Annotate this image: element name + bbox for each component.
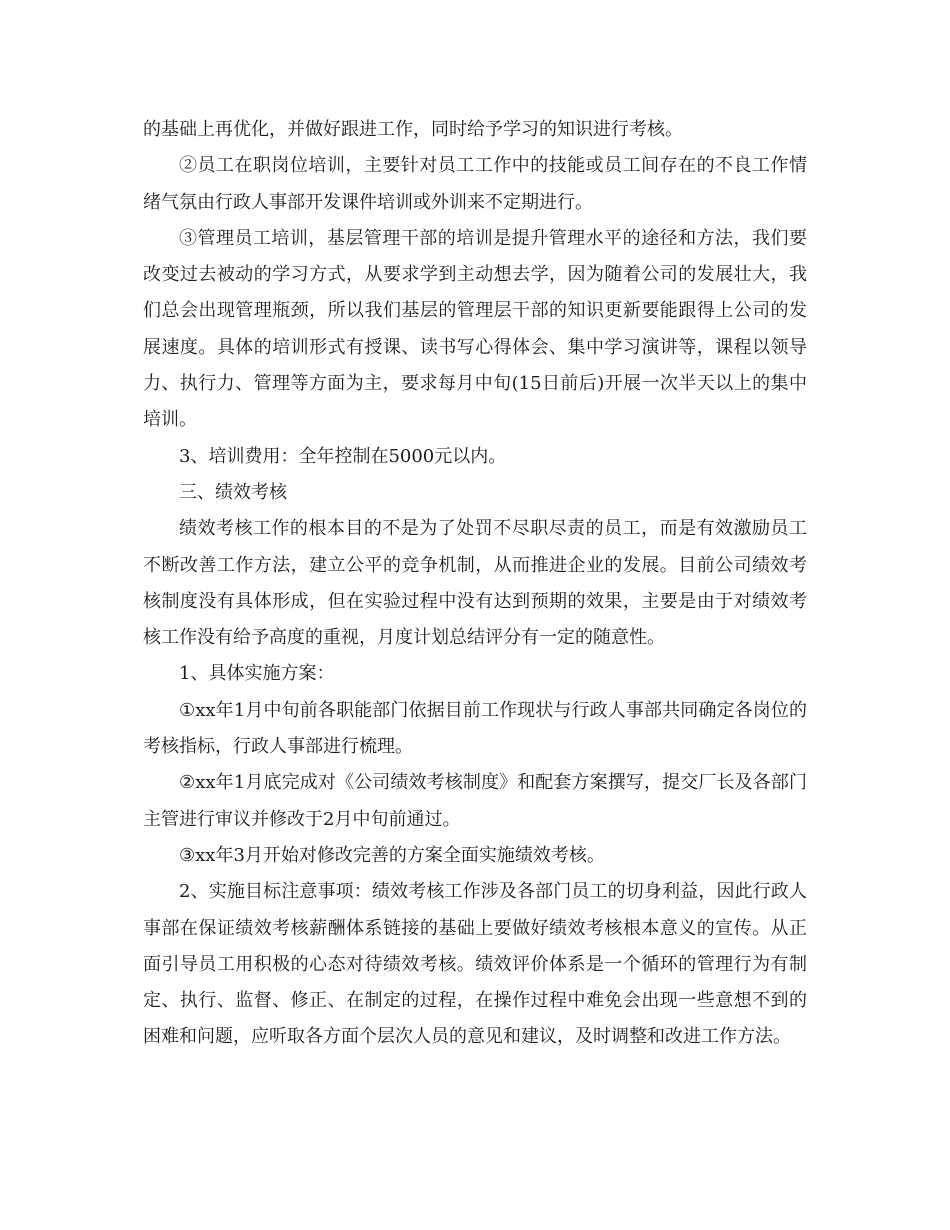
paragraph-plan-step-1: ①xx年1月中旬前各职能部门依据目前工作现状与行政人事部共同确定各岗位的考核指标，行政人事部进行梳理。: [143, 699, 807, 758]
paragraph-continuation: 的基础上再优化，并做好跟进工作，同时给予学习的知识进行考核。: [143, 119, 683, 140]
section-heading-performance: 三、绩效考核: [179, 481, 287, 503]
paragraph-management-training: ③管理员工培训，基层管理干部的培训是提升管理水平的途径和方法，我们要改变过去被动的学习方式，从要求学到主动想去学，因为随着公司的发展壮大，我们总会出现管理瓶颈，所以我们基层的管理层干部的知识更新要能跟得上公司的发展速度。具体的培训形式有授课、读书写心得体会、集中学习演讲等，课程以领导力、执行力、管理等方面为主，要求每月中旬(15日前后)开展一次半天以上的集中培训。: [143, 227, 807, 431]
paragraph-onjob-training: ②员工在职岗位培训，主要针对员工工作中的技能或员工间存在的不良工作情绪气氛由行政人事部开发课件培训或外训来不定期进行。: [143, 155, 807, 213]
paragraph-plan-step-3: ③xx年3月开始对修改完善的方案全面实施绩效考核。: [179, 844, 605, 866]
paragraph-performance-intro: 绩效考核工作的根本目的不是为了处罚不尽职尽责的员工，而是有效激励员工不断改善工作方法，建立公平的竞争机制，从而推进企业的发展。目前公司绩效考核制度没有具体形成，但在实验过程中没有达到预期的效果，主要是由于对绩效考核工作没有给予高度的重视，月度计划总结评分有一定的随意性。: [143, 518, 807, 649]
subheading-implementation-plan: 1、具体实施方案：: [179, 663, 335, 685]
paragraph-implementation-notes: 2、实施目标注意事项：绩效考核工作涉及各部门员工的切身利益，因此行政人事部在保证绩效考核薪酬体系链接的基础上要做好绩效考核根本意义的宣传。从正面引导员工用积极的心态对待绩效考核。绩效评价体系是一个循环的管理行为有制定、执行、监督、修正、在制定的过程，在操作过程中难免会出现一些意想不到的困难和问题，应听取各方面个层次人员的意见和建议，及时调整和改进工作方法。: [143, 881, 807, 1048]
paragraph-plan-step-2: ②xx年1月底完成对《公司绩效考核制度》和配套方案撰写，提交厂长及各部门主管进行审议并修改于2月中旬前通过。: [143, 772, 807, 830]
document-body: [143, 112, 807, 1056]
paragraph-training-cost: 3、培训费用：全年控制在5000元以内。: [179, 445, 507, 467]
